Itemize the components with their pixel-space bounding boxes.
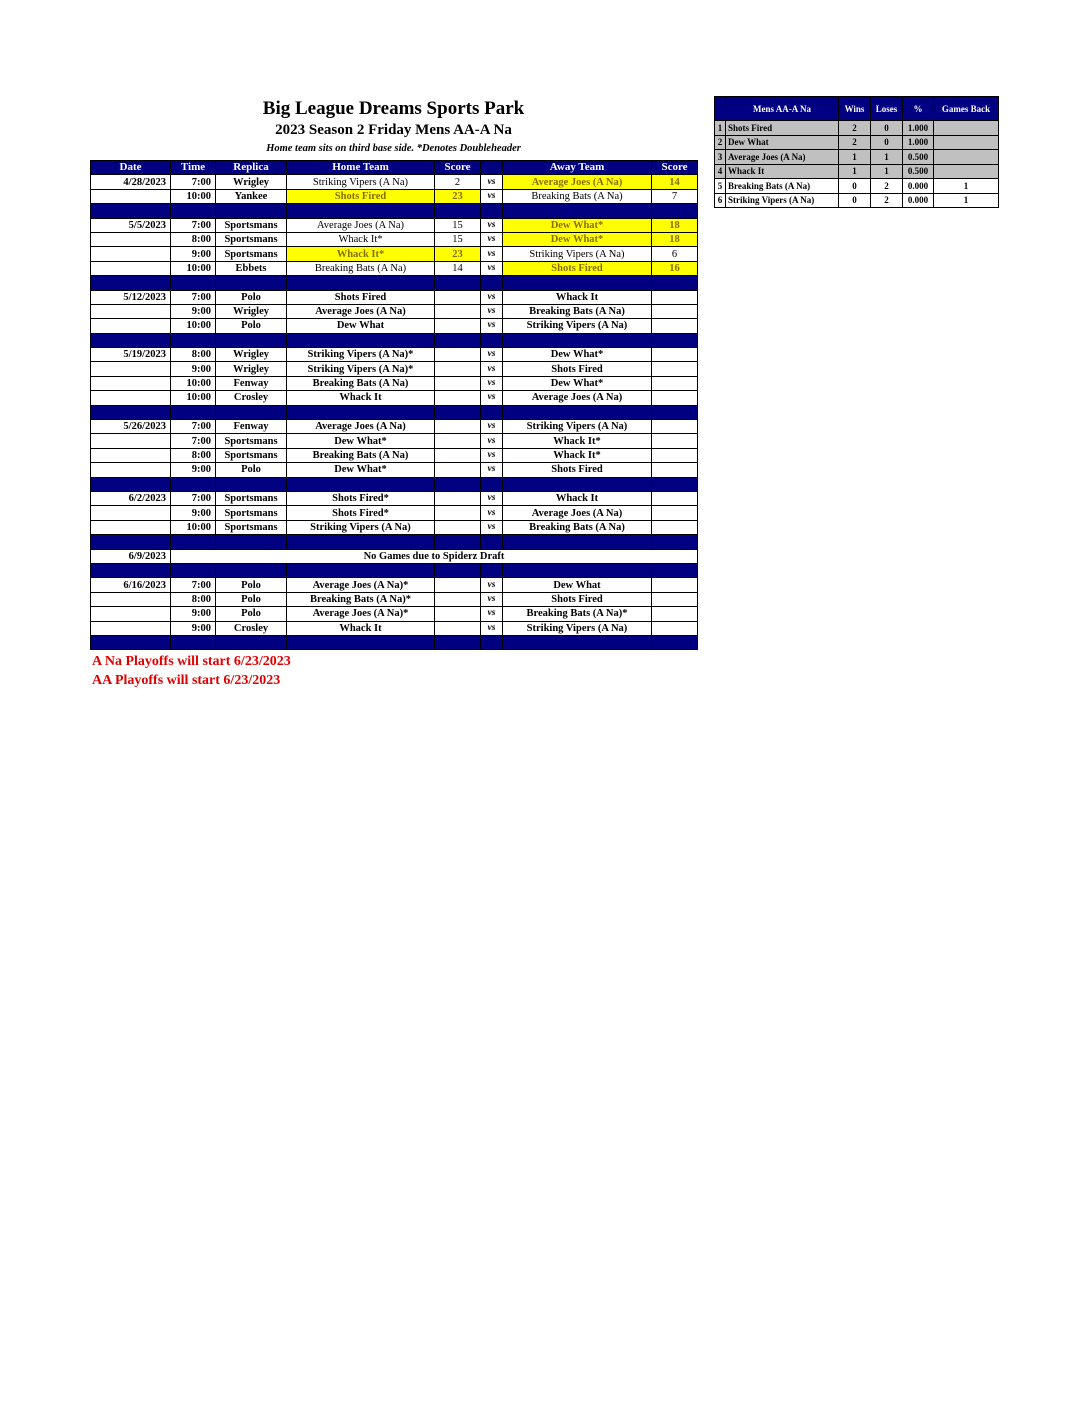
away-team: Dew What [503,578,652,592]
vs-label: vs [481,362,503,376]
week-separator [91,563,698,577]
standings-table [714,96,999,208]
table-row [91,290,698,304]
home-score [435,391,481,405]
home-team: Striking Vipers (A Na)* [287,362,435,376]
game-field: Polo [216,463,287,477]
game-date: 5/5/2023 [91,218,171,232]
home-team: Breaking Bats (A Na) [287,448,435,462]
game-time: 8:00 [171,592,216,606]
table-row [91,592,698,606]
standing-pct: 1.000 [903,135,934,150]
game-time: 10:00 [171,261,216,275]
home-team: Striking Vipers (A Na) [287,175,435,189]
table-row [91,247,698,261]
table-row [91,391,698,405]
home-team: Dew What [287,319,435,333]
home-team: Shots Fired [287,189,435,203]
game-time: 9:00 [171,463,216,477]
table-row [91,607,698,621]
table-row [91,348,698,362]
away-team: Average Joes (A Na) [503,506,652,520]
standings-row [715,193,999,208]
table-row [91,362,698,376]
standings-col-games-back: Games Back [934,97,999,121]
game-field: Crosley [216,621,287,635]
vs-label: vs [481,434,503,448]
home-team: Breaking Bats (A Na)* [287,592,435,606]
standing-wins: 2 [839,121,871,136]
standing-pct: 0.500 [903,164,934,179]
standing-team: Average Joes (A Na) [726,150,839,165]
game-date [91,434,171,448]
game-field: Ebbets [216,261,287,275]
table-row [91,520,698,534]
away-team: Dew What* [503,218,652,232]
away-score: 6 [652,247,698,261]
away-score [652,376,698,390]
standing-games-back: 1 [934,179,999,194]
away-score: 18 [652,218,698,232]
game-date: 5/26/2023 [91,420,171,434]
standing-rank: 5 [715,179,726,194]
away-team: Breaking Bats (A Na) [503,304,652,318]
vs-label: vs [481,578,503,592]
game-time: 7:00 [171,491,216,505]
home-score [435,621,481,635]
away-score [652,592,698,606]
week-separator [91,276,698,290]
away-score [652,463,698,477]
home-team: Average Joes (A Na) [287,218,435,232]
standing-wins: 1 [839,150,871,165]
game-time: 8:00 [171,448,216,462]
away-team: Breaking Bats (A Na) [503,189,652,203]
game-field: Wrigley [216,175,287,189]
game-field: Polo [216,592,287,606]
standings-col-division: Mens AA-A Na [726,97,839,121]
standing-rank: 4 [715,164,726,179]
game-time: 7:00 [171,420,216,434]
standing-rank: 6 [715,193,726,208]
away-team: Average Joes (A Na) [503,391,652,405]
standing-rank: 3 [715,150,726,165]
standing-loses: 1 [871,164,903,179]
standing-pct: 0.500 [903,150,934,165]
page-subtitle: 2023 Season 2 Friday Mens AA-A Na [275,122,512,138]
game-time: 9:00 [171,621,216,635]
standings-col-wins: Wins [839,97,871,121]
away-team: Shots Fired [503,261,652,275]
vs-label: vs [481,175,503,189]
home-score [435,304,481,318]
game-time: 10:00 [171,319,216,333]
home-team: Breaking Bats (A Na) [287,376,435,390]
home-score [435,348,481,362]
home-score: 2 [435,175,481,189]
home-score [435,463,481,477]
header-note: Home team sits on third base side. *Denotes Doubleheader [266,143,521,154]
playoff-note-a-na: A Na Playoffs will start 6/23/2023 [92,654,291,669]
away-team: Breaking Bats (A Na) [503,520,652,534]
home-score [435,434,481,448]
game-field: Sportsmans [216,247,287,261]
game-time: 8:00 [171,232,216,246]
game-date [91,621,171,635]
vs-label: vs [481,319,503,333]
table-row [91,218,698,232]
standing-wins: 1 [839,164,871,179]
col-home-team: Home Team [287,161,435,175]
game-field: Sportsmans [216,491,287,505]
schedule-table [90,160,698,650]
away-score [652,434,698,448]
home-score [435,448,481,462]
game-time: 8:00 [171,348,216,362]
game-date [91,391,171,405]
standing-pct: 1.000 [903,121,934,136]
away-team: Striking Vipers (A Na) [503,420,652,434]
away-team: Striking Vipers (A Na) [503,247,652,261]
vs-label: vs [481,218,503,232]
table-row [91,175,698,189]
schedule-header-row [91,161,698,175]
game-date: 6/9/2023 [91,549,171,563]
home-score [435,491,481,505]
home-team: Average Joes (A Na) [287,304,435,318]
standings-col-rank [715,97,726,121]
standing-team: Dew What [726,135,839,150]
game-time: 9:00 [171,247,216,261]
vs-label: vs [481,607,503,621]
away-score: 18 [652,232,698,246]
vs-label: vs [481,448,503,462]
game-field: Sportsmans [216,520,287,534]
game-date [91,232,171,246]
game-time: 9:00 [171,506,216,520]
home-score [435,376,481,390]
table-row [91,232,698,246]
game-date [91,520,171,534]
vs-label: vs [481,621,503,635]
home-score [435,592,481,606]
table-row [91,621,698,635]
game-field: Sportsmans [216,232,287,246]
col-date: Date [91,161,171,175]
away-score [652,348,698,362]
game-date [91,304,171,318]
standing-loses: 0 [871,135,903,150]
standing-rank: 2 [715,135,726,150]
away-score [652,290,698,304]
playoff-note-aa: AA Playoffs will start 6/23/2023 [92,673,281,688]
game-date: 6/2/2023 [91,491,171,505]
table-row [91,578,698,592]
week-separator [91,333,698,347]
game-date: 5/12/2023 [91,290,171,304]
game-field: Sportsmans [216,218,287,232]
home-score: 15 [435,218,481,232]
week-separator [91,477,698,491]
vs-label: vs [481,189,503,203]
home-score [435,607,481,621]
table-row [91,189,698,203]
game-time: 10:00 [171,189,216,203]
home-team: Average Joes (A Na)* [287,607,435,621]
home-team: Breaking Bats (A Na) [287,261,435,275]
away-score: 14 [652,175,698,189]
standing-team: Whack It [726,164,839,179]
away-team: Dew What* [503,348,652,362]
standing-games-back: 1 [934,193,999,208]
col-vs [481,161,503,175]
vs-label: vs [481,247,503,261]
standing-loses: 0 [871,121,903,136]
away-score [652,506,698,520]
table-row [91,261,698,275]
standing-team: Striking Vipers (A Na) [726,193,839,208]
table-row [91,319,698,333]
vs-label: vs [481,261,503,275]
home-score: 23 [435,189,481,203]
away-score [652,420,698,434]
away-score: 7 [652,189,698,203]
home-team: Dew What* [287,463,435,477]
game-field: Polo [216,319,287,333]
game-date [91,592,171,606]
no-games-message: No Games due to Spiderz Draft [171,549,698,563]
away-team: Average Joes (A Na) [503,175,652,189]
away-team: Whack It* [503,434,652,448]
game-date [91,463,171,477]
standing-wins: 0 [839,193,871,208]
table-row [91,376,698,390]
game-time: 10:00 [171,520,216,534]
col-time: Time [171,161,216,175]
game-field: Sportsmans [216,506,287,520]
away-team: Dew What* [503,376,652,390]
game-field: Polo [216,290,287,304]
standing-loses: 2 [871,193,903,208]
away-team: Shots Fired [503,463,652,477]
game-field: Crosley [216,391,287,405]
away-score [652,491,698,505]
away-score [652,520,698,534]
game-field: Sportsmans [216,448,287,462]
standing-wins: 2 [839,135,871,150]
table-row [91,448,698,462]
home-score [435,319,481,333]
game-date: 4/28/2023 [91,175,171,189]
away-score [652,578,698,592]
home-score [435,290,481,304]
away-team: Shots Fired [503,362,652,376]
standing-pct: 0.000 [903,193,934,208]
away-team: Dew What* [503,232,652,246]
standing-loses: 1 [871,150,903,165]
game-date [91,506,171,520]
game-field: Polo [216,578,287,592]
week-separator [91,535,698,549]
table-row [91,506,698,520]
table-row [91,304,698,318]
game-date [91,189,171,203]
game-time: 9:00 [171,362,216,376]
vs-label: vs [481,232,503,246]
away-team: Whack It [503,491,652,505]
home-team: Whack It* [287,247,435,261]
game-field: Fenway [216,420,287,434]
page-title: Big League Dreams Sports Park [262,98,525,119]
game-field: Sportsmans [216,434,287,448]
game-field: Wrigley [216,304,287,318]
game-field: Yankee [216,189,287,203]
home-team: Striking Vipers (A Na)* [287,348,435,362]
home-team: Whack It [287,391,435,405]
game-time: 10:00 [171,391,216,405]
table-row [91,491,698,505]
game-time: 9:00 [171,607,216,621]
game-date [91,319,171,333]
vs-label: vs [481,391,503,405]
vs-label: vs [481,290,503,304]
col-away-score: Score [652,161,698,175]
away-team: Striking Vipers (A Na) [503,621,652,635]
standings-row [715,135,999,150]
away-team: Striking Vipers (A Na) [503,319,652,333]
game-date [91,448,171,462]
vs-label: vs [481,420,503,434]
game-date [91,362,171,376]
home-team: Shots Fired* [287,506,435,520]
home-team: Shots Fired* [287,491,435,505]
standings-row [715,164,999,179]
vs-label: vs [481,506,503,520]
col-away-team: Away Team [503,161,652,175]
away-team: Shots Fired [503,592,652,606]
vs-label: vs [481,520,503,534]
home-score [435,420,481,434]
standings-row [715,121,999,136]
home-team: Whack It* [287,232,435,246]
game-time: 7:00 [171,434,216,448]
game-field: Wrigley [216,348,287,362]
game-time: 9:00 [171,304,216,318]
home-score [435,362,481,376]
away-score [652,304,698,318]
table-row [91,420,698,434]
away-score [652,607,698,621]
standing-games-back [934,164,999,179]
table-row [91,434,698,448]
home-team: Shots Fired [287,290,435,304]
home-score: 23 [435,247,481,261]
standings-col-pct: % [903,97,934,121]
home-team: Striking Vipers (A Na) [287,520,435,534]
vs-label: vs [481,376,503,390]
game-date [91,247,171,261]
away-score [652,391,698,405]
game-field: Fenway [216,376,287,390]
standings-row [715,179,999,194]
standing-loses: 2 [871,179,903,194]
standings-header-row [715,97,999,121]
game-date [91,376,171,390]
home-score: 14 [435,261,481,275]
home-score [435,520,481,534]
col-replica: Replica [216,161,287,175]
col-home-score: Score [435,161,481,175]
standing-games-back [934,121,999,136]
standing-pct: 0.000 [903,179,934,194]
game-date: 5/19/2023 [91,348,171,362]
standing-games-back [934,150,999,165]
game-date [91,261,171,275]
week-separator [91,635,698,649]
standing-rank: 1 [715,121,726,136]
table-row [91,549,698,563]
home-score [435,578,481,592]
away-score [652,621,698,635]
vs-label: vs [481,463,503,477]
home-team: Whack It [287,621,435,635]
away-score [652,362,698,376]
week-separator [91,204,698,218]
game-time: 10:00 [171,376,216,390]
standing-team: Breaking Bats (A Na) [726,179,839,194]
vs-label: vs [481,304,503,318]
game-time: 7:00 [171,218,216,232]
away-team: Whack It* [503,448,652,462]
game-field: Wrigley [216,362,287,376]
game-time: 7:00 [171,290,216,304]
table-row [91,463,698,477]
vs-label: vs [481,348,503,362]
game-date: 6/16/2023 [91,578,171,592]
home-score: 15 [435,232,481,246]
standing-games-back [934,135,999,150]
home-team: Average Joes (A Na) [287,420,435,434]
game-field: Polo [216,607,287,621]
week-separator [91,405,698,419]
game-date [91,607,171,621]
standings-row [715,150,999,165]
home-score [435,506,481,520]
away-score [652,319,698,333]
game-time: 7:00 [171,578,216,592]
vs-label: vs [481,592,503,606]
standing-team: Shots Fired [726,121,839,136]
standings-col-loses: Loses [871,97,903,121]
home-team: Average Joes (A Na)* [287,578,435,592]
standing-wins: 0 [839,179,871,194]
game-time: 7:00 [171,175,216,189]
away-score: 16 [652,261,698,275]
home-team: Dew What* [287,434,435,448]
away-score [652,448,698,462]
away-team: Breaking Bats (A Na)* [503,607,652,621]
away-team: Whack It [503,290,652,304]
vs-label: vs [481,491,503,505]
